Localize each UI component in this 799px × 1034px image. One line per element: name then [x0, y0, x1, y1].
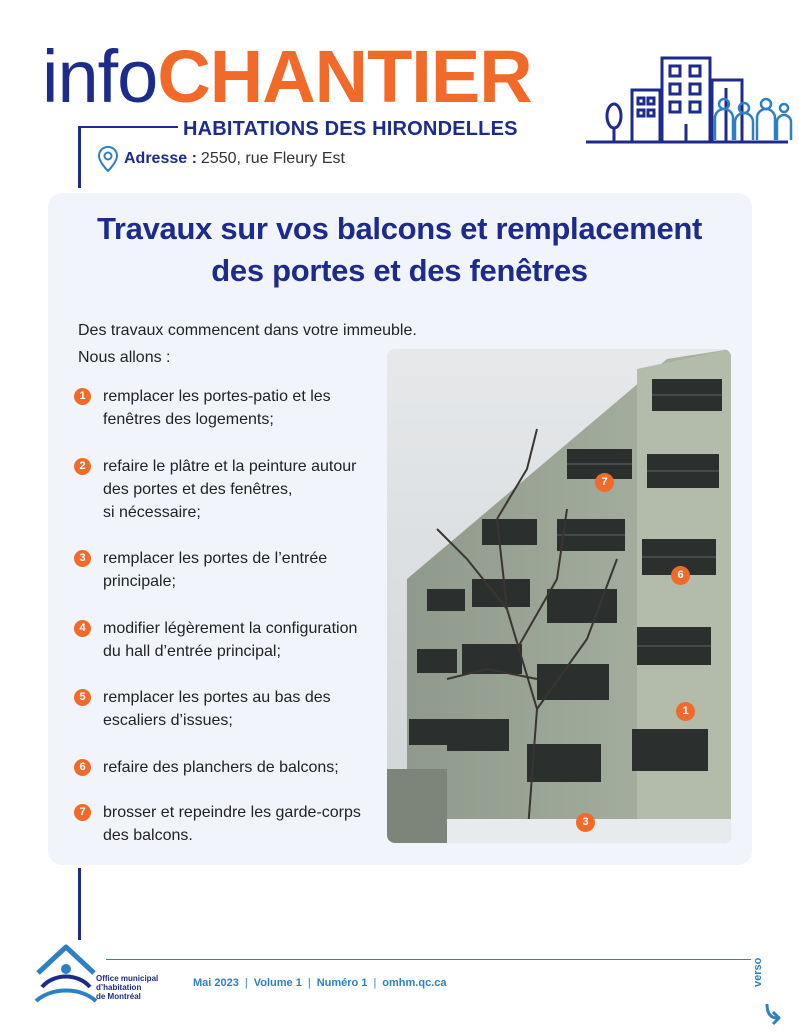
- decorative-vertical-line-top: [78, 126, 81, 188]
- project-name: HABITATIONS DES HIRONDELLES: [183, 118, 518, 140]
- list-item-text: remplacer les portes de l’entrée principale;: [103, 550, 328, 590]
- decorative-vertical-line-bottom: [78, 868, 81, 940]
- list-item-text: modifier légèrement la configuration du hall d’entrée principal;: [103, 620, 358, 660]
- photo-marker: 1: [676, 702, 695, 721]
- issue-date: Mai 2023: [193, 977, 239, 989]
- masthead-title-info: info: [42, 35, 158, 118]
- list-number-badge: 1: [74, 388, 91, 405]
- list-item-text: brosser et repeindre les garde-corps des balcons.: [103, 804, 361, 844]
- card-title-line-2: des portes et des fenêtres: [211, 253, 588, 288]
- building-photo: [387, 349, 731, 843]
- building-illustration: [387, 349, 731, 843]
- list-number-badge: 7: [74, 804, 91, 821]
- list-number-badge: 5: [74, 689, 91, 706]
- masthead-title: [42, 34, 532, 120]
- card-title: [0, 208, 799, 292]
- photo-marker: 6: [671, 566, 690, 585]
- separator: |: [244, 977, 248, 989]
- address-label: Adresse :: [124, 150, 197, 167]
- intro-text: [78, 317, 417, 371]
- list-number-badge: 6: [74, 759, 91, 776]
- list-item-text: refaire des planchers de balcons;: [103, 759, 339, 776]
- photo-marker: 7: [595, 473, 614, 492]
- card-title-line-1: Travaux sur vos balcons et remplacement: [96, 211, 703, 246]
- verso-label: verso: [752, 957, 764, 987]
- issue-number: Numéro 1: [316, 977, 368, 989]
- masthead: [42, 34, 782, 124]
- issue-volume: Volume 1: [253, 977, 302, 989]
- organization-name-line-2: d’habitation: [96, 983, 142, 992]
- list-number-badge: 2: [74, 458, 91, 475]
- list-item-text: remplacer les portes au bas des escaliers d’issues;: [103, 689, 331, 729]
- intro-line-2: Nous allons :: [78, 349, 171, 366]
- intro-line-1: Des travaux commencent dans votre immeuble.: [78, 322, 417, 339]
- organization-name-line-1: Office municipal: [96, 974, 159, 983]
- organization-name-line-3: de Montréal: [96, 992, 141, 1001]
- address: [98, 146, 345, 172]
- list-item-text: refaire le plâtre et la peinture autour des portes et des fenêtres, si nécessaire;: [103, 458, 357, 521]
- address-value: 2550, rue Fleury Est: [200, 150, 345, 167]
- location-pin-icon: [98, 146, 118, 172]
- decorative-horizontal-line-top: [78, 126, 178, 128]
- list-number-badge: 3: [74, 550, 91, 567]
- photo-marker: 3: [576, 813, 595, 832]
- buildings-and-people-icon: [576, 44, 796, 144]
- omhm-logo-icon: [34, 943, 98, 1005]
- masthead-title-chantier: CHANTIER: [157, 35, 532, 118]
- separator: |: [307, 977, 311, 989]
- footer-meta: [193, 977, 446, 989]
- list-number-badge: 4: [74, 620, 91, 637]
- separator: |: [373, 977, 377, 989]
- footer-divider: [106, 959, 751, 960]
- list-item-text: remplacer les portes-patio et les fenêtres des logements;: [103, 388, 331, 428]
- organization-name: [96, 974, 158, 1001]
- website-link[interactable]: omhm.qc.ca: [382, 977, 447, 989]
